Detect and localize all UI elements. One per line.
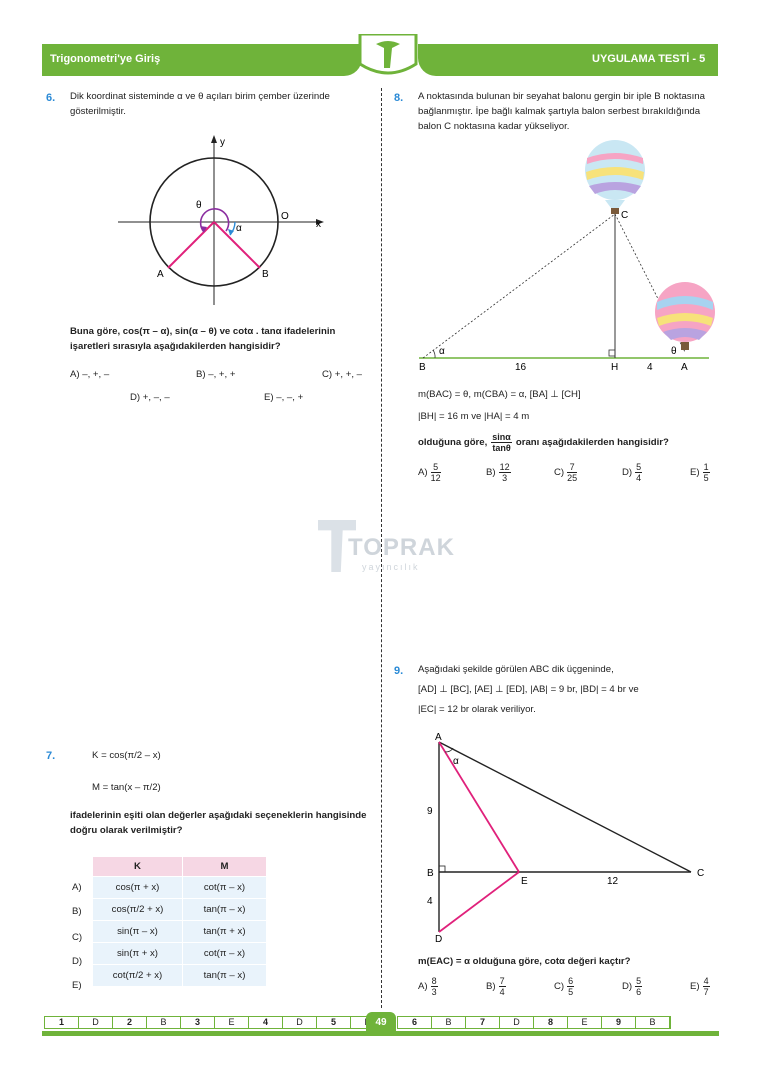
table-row[interactable] xyxy=(93,921,267,943)
answer-key-letter: E xyxy=(568,1017,602,1028)
q7-d-m: cot(π – x) xyxy=(183,943,267,965)
option-den: 5 xyxy=(703,473,709,483)
q9-triangle-diagram xyxy=(415,726,715,946)
q8-option-e[interactable] xyxy=(690,462,710,483)
q8-label-bh: 16 xyxy=(515,362,527,373)
option-letter: C) xyxy=(554,467,565,478)
q9-label-bd: 4 xyxy=(427,896,433,907)
q6-text: Dik koordinat sisteminde α ve θ açıları birim çember üzerinde gösterilmiştir. xyxy=(70,91,330,117)
q9-label-alpha: α xyxy=(453,756,459,767)
q7-answer-table xyxy=(92,856,267,987)
table-row[interactable] xyxy=(93,965,267,987)
answer-key-letter: D xyxy=(500,1017,534,1028)
option-den: 7 xyxy=(703,987,709,997)
q6-unit-circle-diagram xyxy=(110,135,330,310)
q9-option-b[interactable] xyxy=(486,976,506,997)
q7-b-m: tan(π – x) xyxy=(183,899,267,921)
q8-option-c[interactable] xyxy=(554,462,577,483)
answer-key-number: 4 xyxy=(249,1017,283,1028)
answer-key-letter: B xyxy=(432,1017,466,1028)
q8-frac-den: tanθ xyxy=(492,443,511,453)
q6-label-theta: θ xyxy=(196,200,202,211)
q8-question-post: oranı aşağıdakilerden hangisidir? xyxy=(515,437,669,448)
option-letter: D) xyxy=(622,467,633,478)
q8-option-b[interactable] xyxy=(486,462,511,483)
chapter-title: Trigonometri'ye Giriş xyxy=(50,53,161,65)
test-title: UYGULAMA TESTİ - 5 xyxy=(592,53,706,65)
option-num: 4 xyxy=(703,976,709,986)
q6-option-a[interactable]: A) –, +, – xyxy=(70,369,110,380)
answer-key-letter: B xyxy=(636,1017,670,1028)
answer-key-number: 9 xyxy=(602,1017,636,1028)
option-den: 6 xyxy=(636,987,642,997)
q9-label-e: E xyxy=(521,876,528,887)
q6-label-o: O xyxy=(281,211,289,222)
answer-key-number: 8 xyxy=(534,1017,568,1028)
q6-option-d[interactable]: D) +, –, – xyxy=(130,392,170,403)
watermark-sub: yayıncılık xyxy=(362,562,420,572)
q7-option-b[interactable]: B) xyxy=(72,906,82,917)
option-num: 5 xyxy=(431,462,441,473)
option-num: 12 xyxy=(499,462,510,472)
q6-label-a: A xyxy=(157,269,164,280)
balloon-top-icon xyxy=(585,140,645,214)
watermark-brand: TOPRAK xyxy=(348,534,455,561)
q7-d-k: sin(π + x) xyxy=(93,943,183,965)
q7-header-m: M xyxy=(183,857,267,877)
q7-b-k: cos(π/2 + x) xyxy=(93,899,183,921)
option-num: 5 xyxy=(636,976,642,986)
q6-label-alpha: α xyxy=(236,223,242,234)
toprak-watermark xyxy=(318,518,455,578)
option-den: 25 xyxy=(567,473,578,483)
q9-label-b: B xyxy=(427,868,434,879)
q6-label-y: y xyxy=(220,137,225,148)
q8-option-a[interactable] xyxy=(418,462,441,483)
option-den: 3 xyxy=(502,473,508,483)
q8-label-h: H xyxy=(611,362,619,373)
option-letter: B) xyxy=(486,467,496,478)
q7-question: ifadelerinin eşiti olan değerler aşağıdaki seçeneklerin hangisinde doğru olarak verilmiştir? xyxy=(70,810,367,836)
balloon-bottom-icon xyxy=(655,282,715,350)
q8-label-theta: θ xyxy=(671,346,677,357)
option-letter: E) xyxy=(690,981,700,992)
q9-label-a: A xyxy=(435,732,442,743)
answer-key-letter: D xyxy=(283,1017,317,1028)
option-letter: A) xyxy=(418,467,428,478)
option-den: 12 xyxy=(430,473,441,483)
q7-e-k: cot(π/2 + x) xyxy=(93,965,183,987)
q8-given-2: |BH| = 16 m ve |HA| = 4 m xyxy=(418,411,530,422)
q7-option-c[interactable]: C) xyxy=(72,932,83,943)
q7-m-expression: M = tan(x – π/2) xyxy=(92,782,161,793)
q6-option-c[interactable]: C) +, +, – xyxy=(322,369,362,380)
q7-option-e[interactable]: E) xyxy=(72,980,82,991)
q8-option-d[interactable] xyxy=(622,462,642,483)
answer-key-letter: E xyxy=(215,1017,249,1028)
answer-key-number: 2 xyxy=(113,1017,147,1028)
q8-given-1: m(BAC) = θ, m(CBA) = α, [BA] ⊥ [CH] xyxy=(418,389,581,400)
option-num: 1 xyxy=(703,462,709,472)
option-letter: E) xyxy=(690,467,700,478)
q8-question-pre: olduğuna göre, xyxy=(418,437,488,448)
table-row[interactable] xyxy=(93,943,267,965)
answer-key-number: 1 xyxy=(45,1017,79,1028)
option-num: 5 xyxy=(636,462,642,472)
option-letter: D) xyxy=(622,981,633,992)
option-den: 4 xyxy=(499,987,505,997)
q8-label-b: B xyxy=(419,362,426,373)
option-den: 5 xyxy=(568,987,574,997)
q8-question xyxy=(418,432,669,453)
option-num: 8 xyxy=(431,976,437,986)
option-num: 7 xyxy=(567,462,577,473)
q6-number: 6. xyxy=(46,92,56,104)
q8-label-ha: 4 xyxy=(647,362,653,373)
q7-number: 7. xyxy=(46,750,56,762)
q9-option-a[interactable] xyxy=(418,976,438,997)
table-row[interactable] xyxy=(93,877,267,899)
option-num: 6 xyxy=(568,976,574,986)
q9-question: m(EAC) = α olduğuna göre, cotα değeri kaçtır? xyxy=(418,956,631,967)
q9-option-c[interactable] xyxy=(554,976,574,997)
table-row[interactable] xyxy=(93,899,267,921)
answer-key-number: 7 xyxy=(466,1017,500,1028)
q9-label-d: D xyxy=(435,934,443,945)
q8-label-alpha: α xyxy=(439,346,445,357)
option-letter: A) xyxy=(418,981,428,992)
q7-a-m: cot(π – x) xyxy=(183,877,267,899)
answer-key-number: 6 xyxy=(398,1017,432,1028)
q9-number: 9. xyxy=(394,665,404,677)
answer-key-right xyxy=(397,1016,671,1029)
option-num: 7 xyxy=(499,976,505,986)
answer-key-number: 5 xyxy=(317,1017,351,1028)
q8-text: A noktasında bulunan bir seyahat balonu gergin bir iple B noktasına bağlanmıştır. İpe bağlı kalmak şartıyla balon serbest bırakıldığında balon C noktasına kadar yükseliyor. xyxy=(418,91,705,132)
q9-option-e[interactable] xyxy=(690,976,710,997)
q6-label-b: B xyxy=(262,269,269,280)
q9-text-3: |EC| = 12 br olarak veriliyor. xyxy=(418,704,536,715)
q9-label-ab: 9 xyxy=(427,806,433,817)
page-number: 49 xyxy=(366,1012,396,1034)
q6-question: Buna göre, cos(π – α), sin(α – θ) ve cotα . tanα ifadelerinin işaretleri sırasıyla aşağıdakilerden hangisidir? xyxy=(70,326,336,352)
answer-key-letter: B xyxy=(147,1017,181,1028)
option-letter: B) xyxy=(486,981,496,992)
q9-text-2: [AD] ⊥ [BC], [AE] ⊥ [ED], |AB| = 9 br, |BD| = 4 br ve xyxy=(418,684,639,695)
answer-key-letter: D xyxy=(79,1017,113,1028)
option-letter: C) xyxy=(554,981,565,992)
q7-option-d[interactable]: D) xyxy=(72,956,83,967)
answer-key-left xyxy=(44,1016,386,1029)
q7-e-m: tan(π – x) xyxy=(183,965,267,987)
q8-number: 8. xyxy=(394,92,404,104)
q9-text-1: Aşağıdaki şekilde görülen ABC dik üçgeninde, xyxy=(418,664,614,675)
q7-c-m: tan(π + x) xyxy=(183,921,267,943)
q7-c-k: sin(π – x) xyxy=(93,921,183,943)
q6-label-x: x xyxy=(316,219,321,230)
q9-option-d[interactable] xyxy=(622,976,642,997)
q7-header-k: K xyxy=(93,857,183,877)
q9-label-c: C xyxy=(697,868,705,879)
option-den: 4 xyxy=(636,473,642,483)
answer-key-number: 3 xyxy=(181,1017,215,1028)
q8-label-a: A xyxy=(681,362,688,373)
q6-option-b[interactable]: B) –, +, + xyxy=(196,369,236,380)
publisher-logo-icon xyxy=(356,34,420,78)
q8-frac-num: sinα xyxy=(492,432,511,442)
q7-k-expression: K = cos(π/2 – x) xyxy=(92,750,161,761)
q7-option-a[interactable]: A) xyxy=(72,882,82,893)
q8-label-c: C xyxy=(621,210,629,221)
q8-balloon-diagram xyxy=(415,140,720,375)
q7-a-k: cos(π + x) xyxy=(93,877,183,899)
q9-label-ec: 12 xyxy=(607,876,619,887)
option-den: 3 xyxy=(431,987,437,997)
q6-option-e[interactable]: E) –, –, + xyxy=(264,392,304,403)
